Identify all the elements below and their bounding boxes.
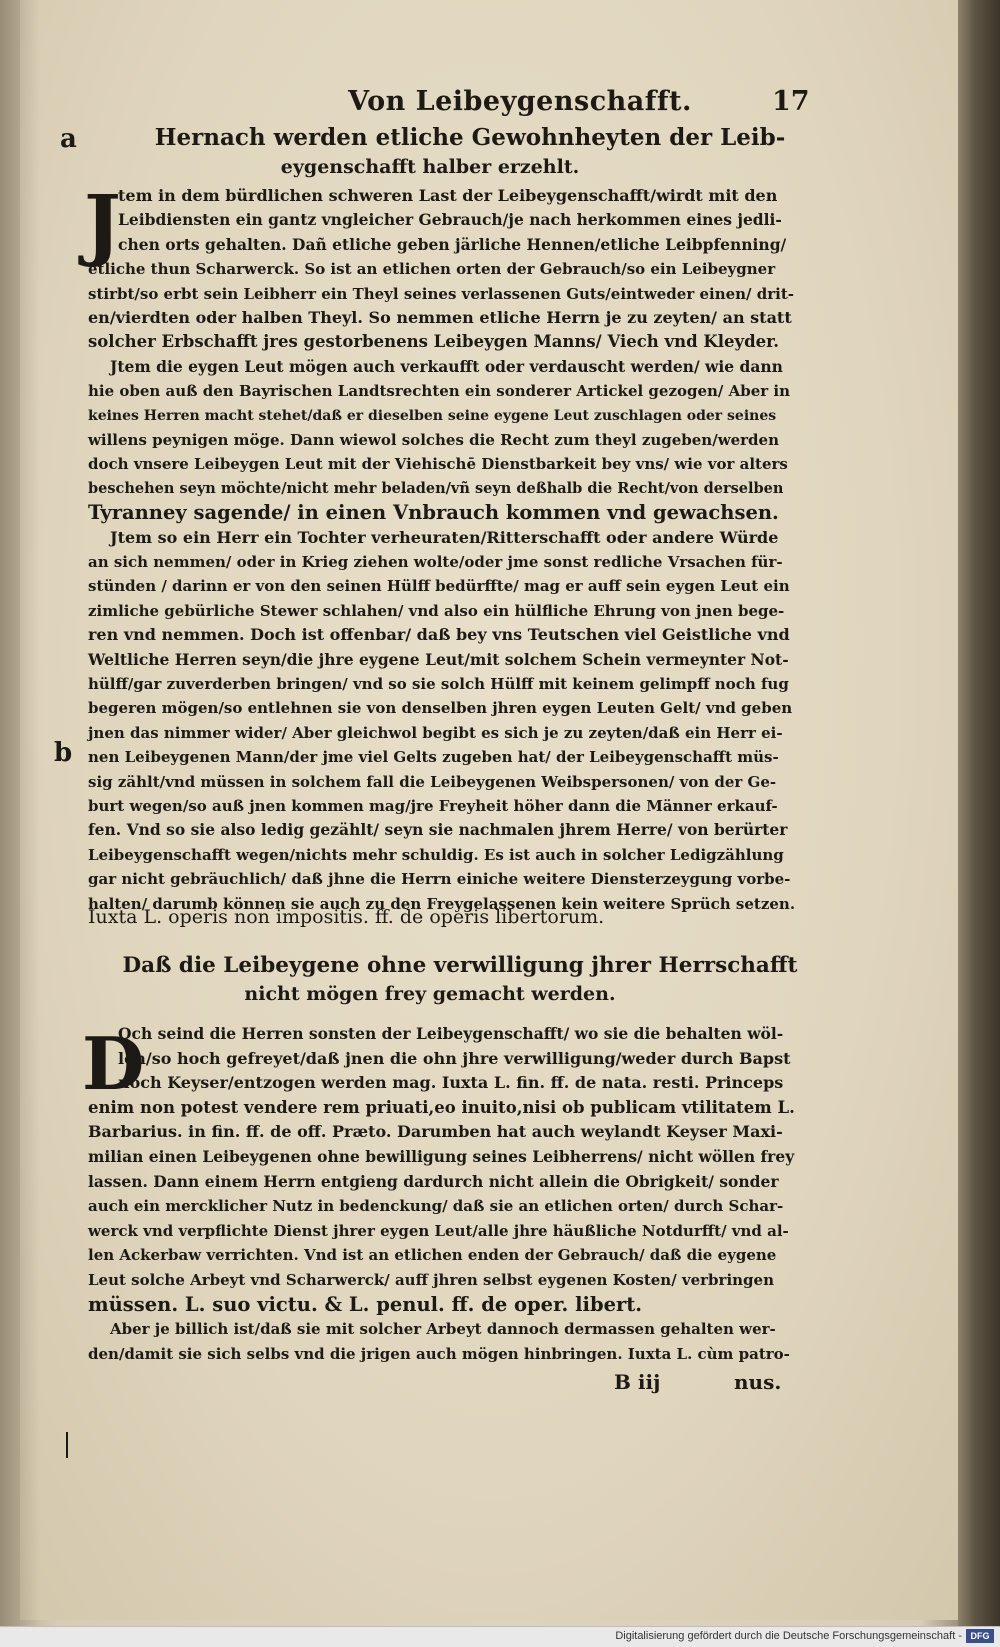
section1-latin-line: Iuxta L. operis non impositis. ff. de operis libertorum. (88, 906, 605, 928)
dfg-logo: DFG (966, 1629, 994, 1643)
section2-line: werck vnd verpflichte Dienst jhrer eygen Leut/alle jhre häußliche Notdurfft/ vnd al- (88, 1221, 789, 1240)
section1-dropcap: J (84, 179, 121, 270)
section1-heading-line2: eygenschafft halber erzehlt. (280, 156, 580, 178)
page-number: 17 (772, 86, 810, 117)
section2-line: den/damit sie sich selbs vnd die jrigen auch mögen hinbringen. Iuxta L. cùm patro- (88, 1344, 790, 1363)
section1-line: stünden / darinn er von den seinen Hülff bedürffte/ mag er auff sein eygen Leut ein (88, 577, 790, 596)
section2-dropcap: D (82, 1021, 145, 1106)
section2-line: auch ein mercklicher Nutz in bedenckung/ daß sie an etlichen orten/ durch Schar- (88, 1197, 784, 1216)
section2-line: Leut solche Arbeyt vnd Scharwerck/ auff jhren selbst eygenen Kosten/ verbringen (88, 1271, 774, 1289)
section2-line: Aber je billich ist/daß sie mit solcher Arbeyt dannoch dermassen gehalten wer- (110, 1320, 776, 1339)
section1-line: Jtem so ein Herr ein Tochter verheuraten/Ritterschafft oder andere Würde (110, 527, 779, 547)
section1-line: en/vierdten oder halben Theyl. So nemmen etliche Herrn je zu zeyten/ an statt (88, 308, 792, 327)
section1-line: zimliche gebürliche Stewer schlahen/ vnd also ein hülfliche Ehrung von jnen bege- (88, 601, 785, 620)
section1-line: Tyranney sagende/ in einen Vnbrauch kommen vnd gewachsen. (88, 501, 779, 525)
section1-line: keines Herren macht stehet/daß er dieselben seine eygene Leut zuschlagen oder seines (88, 407, 777, 424)
section2-line: Och seind die Herren sonsten der Leibeygenschafft/ wo sie die behalten wöl- (118, 1024, 784, 1043)
section1-line: tem in dem bürdlichen schweren Last der Leibeygenschafft/wirdt mit den (118, 186, 778, 205)
section1-line: an sich nemmen/ oder in Krieg ziehen wolte/oder jme sonst redliche Vrsachen für- (88, 553, 783, 571)
section2-line: len/so hoch gefreyet/daß jnen die ohn jhre verwilligung/weder durch Bapst (118, 1048, 791, 1068)
section1-heading-line1: Hernach werden etliche Gewohnheyten der Leib- (154, 124, 786, 151)
section2-line: lassen. Dann einem Herrn entgieng dardurch nicht allein die Obrigkeit/ sonder (88, 1171, 779, 1191)
section1-line: willens peynigen möge. Dann wiewol solches die Recht zum theyl zugeben/werden (88, 431, 779, 449)
section1-line: nen Leibeygenen Mann/der jme viel Gelts zugeben hat/ der Leibeygenschafft müs- (88, 748, 779, 767)
section2-heading-line1: Daß die Leibeygene ohne verwilligung jhrer Herrschafft (122, 953, 798, 978)
section1-line: hie oben auß den Bayrischen Landtsrechten ein sonderer Artickel gezogen/ Aber in (88, 382, 791, 401)
section1-line: halten/ darumb können sie auch zu den Freygelassenen kein weitere Sprüch setzen. (88, 894, 796, 913)
section1-line: etliche thun Scharwerck. So ist an etlichen orten der Gebrauch/so ein Leibeygner (88, 260, 776, 279)
section1-line: burt wegen/so auß jnen kommen mag/jre Freyheit höher dann die Männer erkauf- (88, 797, 778, 815)
section1-line: Leibdiensten ein gantz vngleicher Gebrauch/je nach herkommen eines jedli- (118, 210, 782, 230)
gutter-shadow (0, 0, 40, 1646)
footer-credit: Digitalisierung gefördert durch die Deutsche Forschungsgemeinschaft - (615, 1630, 962, 1642)
section2-heading-line2: nicht mögen frey gemacht werden. (244, 983, 616, 1005)
section1-line: Weltliche Herren seyn/die jhre eygene Leut/mit solchem Schein vermeynter Not- (88, 649, 789, 669)
section2-line: milian einen Leibeygenen ohne bewilligung seines Leibherrens/ nicht wöllen frey (88, 1147, 795, 1166)
section1-line: sig zählt/vnd müssen in solchem fall die Leibeygenen Weibspersonen/ von der Ge- (88, 772, 777, 791)
section1-line: doch vnsere Leibeygen Leut mit der Viehischē Dienstbarkeit bey vns/ wie vor alters (88, 455, 788, 474)
section1-line: stirbt/so erbt sein Leibherr ein Theyl seines verlassenen Guts/eintweder einen/ drit- (88, 284, 795, 303)
section1-line: jnen das nimmer wider/ Aber gleichwol begibt es sich je zu zeyten/daß ein Herr ei- (88, 723, 783, 742)
margin-mark-a: a (60, 124, 77, 154)
section1-line: beschehen seyn möchte/nicht mehr beladen/vñ seyn deßhalb die Recht/von derselben (88, 479, 784, 497)
section1-line: gar nicht gebräuchlich/ daß jhne die Herrn einiche weitere Diensterzeygung vorbe- (88, 870, 791, 889)
section1-line: fen. Vnd so sie also ledig gezählt/ seyn sie nachmalen jhrem Herre/ von berürter (88, 820, 788, 840)
section1-line: hülff/gar zuverderben bringen/ vnd so sie solch Hülff mit keinem gelimpff noch fug (88, 675, 789, 693)
section1-line: ren vnd nemmen. Doch ist offenbar/ daß bey vns Teutschen viel Geistliche vnd (88, 625, 790, 645)
margin-tick (66, 1432, 68, 1458)
signature-mark: B iij (614, 1370, 661, 1394)
running-head: Von Leibeygenschafft. (348, 86, 692, 117)
section2-line: Barbarius. in fin. ff. de off. Præto. Darumben hat auch weylandt Keyser Maxi- (88, 1122, 783, 1142)
margin-mark-b: b (54, 738, 73, 768)
section2-line: müssen. L. suo victu. & L. penul. ff. de oper. libert. (88, 1292, 643, 1316)
section1-line: Leibeygenschafft wegen/nichts mehr schuldig. Es ist auch in solcher Ledigzählung (88, 845, 784, 864)
book-edge (958, 0, 1000, 1646)
section1-line: chen orts gehalten. Dañ etliche geben järliche Hennen/etliche Leibpfenning/ (118, 234, 787, 254)
catchword: nus. (734, 1370, 782, 1394)
section2-line: enim non potest vendere rem priuati,eo inuito,nisi ob publicam vtilitatem L. (88, 1097, 795, 1117)
section2-line: len Ackerbaw verrichten. Vnd ist an etlichen enden der Gebrauch/ daß die eygene (88, 1246, 777, 1265)
section1-line: begeren mögen/so entlehnen sie von denselben jhren eygen Leuten Gelt/ vnd geben (88, 699, 793, 718)
section1-line: Jtem die eygen Leut mögen auch verkaufft oder verdauscht werden/ wie dann (110, 356, 783, 376)
section1-line: solcher Erbschafft jres gestorbenens Leibeygen Manns/ Viech vnd Kleyder. (88, 332, 780, 352)
section2-line: noch Keyser/entzogen werden mag. Iuxta L. fin. ff. de nata. resti. Princeps (118, 1073, 784, 1093)
